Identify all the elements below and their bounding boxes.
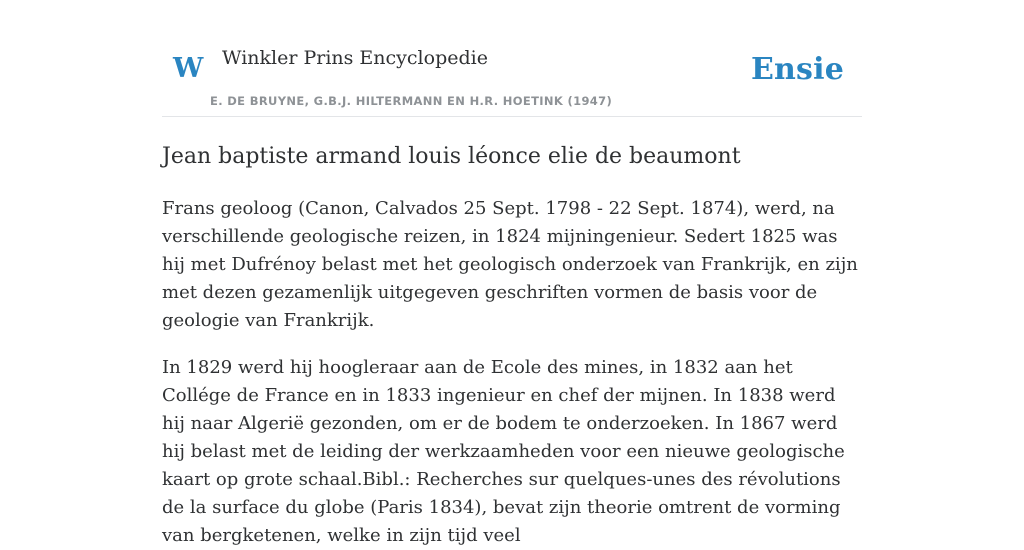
article-paragraph: Frans geoloog (Canon, Calvados 25 Sept. 1798 - 22 Sept. 1874), werd, na verschillende geologische reizen, in 1824 mijningenieur. Sedert 1825 was hij met Dufrénoy belast met het geologisch onderzoek van Frankrijk, en zijn met dezen gezamenlijk uitgegeven geschriften vormen de basis voor de geologie van Frankrijk. [162,198,858,331]
ensie-brand-logo[interactable]: Ensie [750,52,844,87]
article-title: Jean baptiste armand louis léonce elie de beaumont [162,144,741,169]
article-paragraph: In 1829 werd hij hoogleraar aan de Ecole des mines, in 1832 aan het Collége de France en in 1833 ingenieur en chef der mijnen. In 1838 werd hij naar Algerië gezonden, om er de bodem te onderzoeken. In 1867 werd hij belast met de leiding der werkzaamheden voor een nieuwe geologische kaart op grote schaal.Bibl.: Recherches sur quelques-unes des révolutions de la surface du globe (Paris 1834), bevat zijn theorie omtrent de vorming van bergketenen, welke in zijn tijd veel [162,357,845,546]
publication-authors: E. DE BRUYNE, G.B.J. HILTERMANN EN H.R. HOETINK (1947) [210,94,613,108]
source-header [162,0,862,117]
page-container [162,0,862,550]
publication-logo[interactable]: W [173,53,204,84]
publication-title[interactable]: Winkler Prins Encyclopedie [222,47,488,69]
